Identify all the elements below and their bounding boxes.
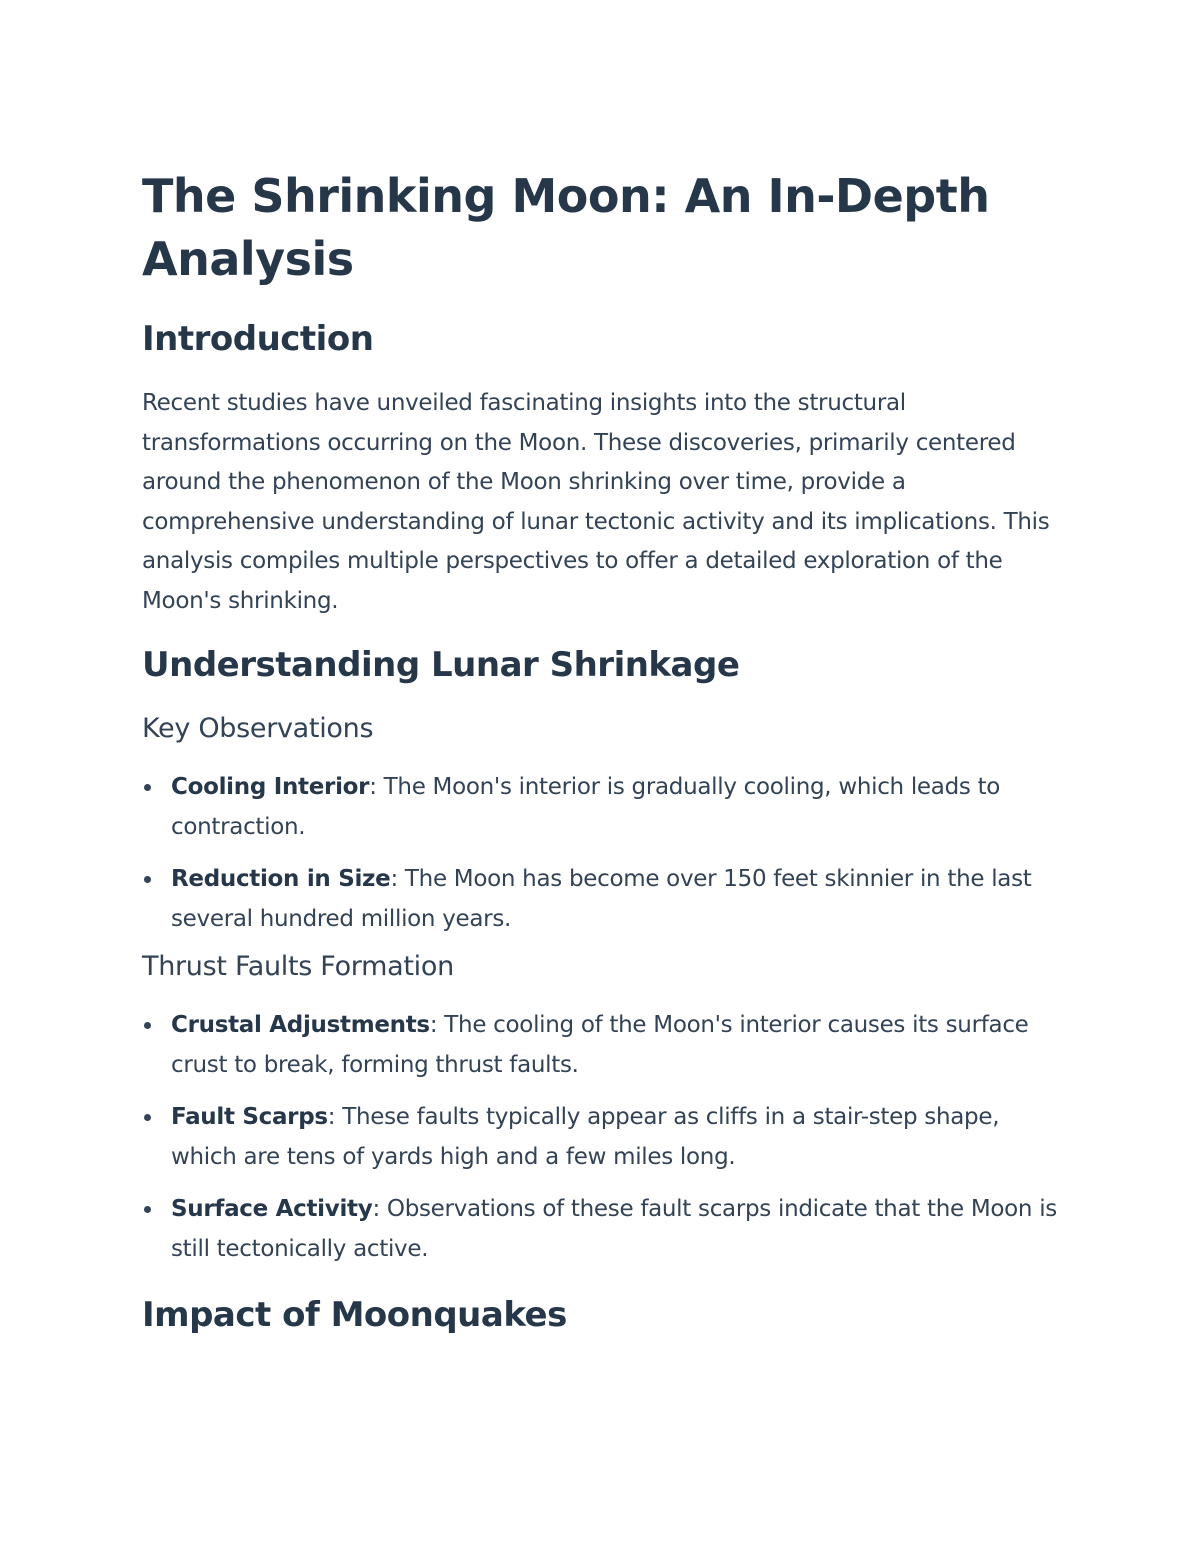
list-item-term: Crustal Adjustments	[171, 1012, 430, 1038]
bullet-icon	[144, 876, 151, 883]
subsection-heading-thrust-faults-formation: Thrust Faults Formation	[142, 951, 454, 982]
list-item-text: : The Moon's interior is gradually cooling, which leads to contraction.	[171, 774, 1001, 840]
bullet-icon	[144, 1022, 151, 1029]
key-observations-list	[142, 768, 1062, 939]
thrust-faults-list	[142, 1006, 1062, 1269]
list-item-term: Reduction in Size	[171, 866, 391, 892]
list-item-term: Fault Scarps	[171, 1104, 328, 1130]
list-item-text: : These faults typically appear as cliffs in a stair-step shape, which are tens of yards high and a few miles long.	[171, 1104, 1000, 1170]
subsection-heading-key-observations: Key Observations	[142, 713, 374, 744]
bullet-icon	[144, 1206, 151, 1213]
list-item-text: : The cooling of the Moon's interior causes its surface crust to break, forming thrust faults.	[171, 1012, 1029, 1078]
bullet-icon	[144, 1114, 151, 1121]
list-item	[142, 1190, 1062, 1269]
list-item-text: : The Moon has become over 150 feet skinnier in the last several hundred million years.	[171, 866, 1032, 932]
section-heading-introduction: Introduction	[142, 319, 374, 359]
list-item-text: : Observations of these fault scarps indicate that the Moon is still tectonically active.	[171, 1196, 1057, 1262]
list-item	[142, 1098, 1062, 1177]
section-heading-impact-of-moonquakes: Impact of Moonquakes	[142, 1295, 567, 1335]
list-item-term: Surface Activity	[171, 1196, 373, 1222]
bullet-icon	[144, 784, 151, 791]
list-item	[142, 860, 1062, 939]
list-item-term: Cooling Interior	[171, 774, 370, 800]
introduction-paragraph: Recent studies have unveiled fascinating insights into the structural transformations occurring on the Moon. These discoveries, primarily centered around the phenomenon of the Moon shrinking over time, provide a comprehensive understanding of lunar tectonic activity and its implications. This analysis compiles multiple perspectives to offer a detailed exploration of the Moon's shrinking.	[142, 390, 1050, 614]
document-page	[142, 165, 1062, 1337]
page-title: The Shrinking Moon: An In-Depth Analysis	[142, 169, 990, 286]
list-item	[142, 1006, 1062, 1085]
section-heading-understanding-lunar-shrinkage: Understanding Lunar Shrinkage	[142, 645, 740, 685]
list-item	[142, 768, 1062, 847]
